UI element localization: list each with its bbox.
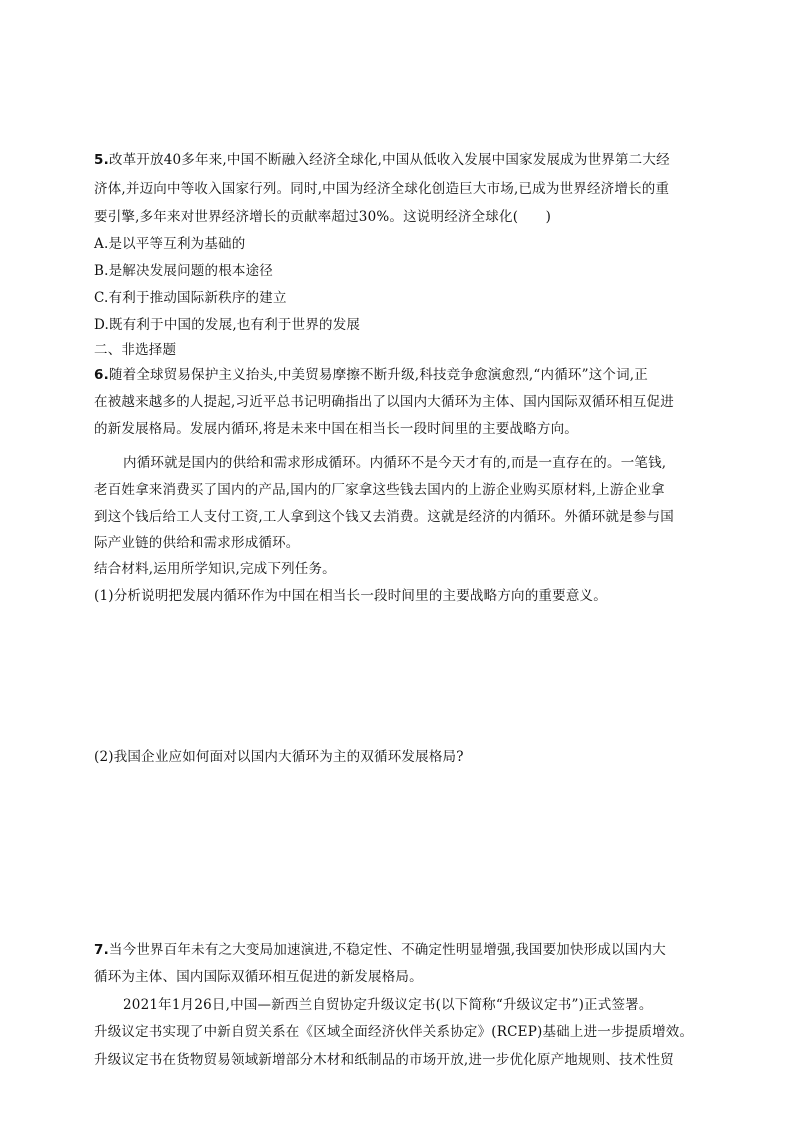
q6-number: 6. <box>94 367 109 383</box>
q5-option-b: B.是解决发展问题的根本途径 <box>94 263 274 279</box>
q5-number: 5. <box>94 152 109 168</box>
q5-option-a: A.是以平等互利为基础的 <box>94 236 246 252</box>
q7-para2-line-3: 升级议定书在货物贸易领域新增部分木材和纸制品的市场开放,进一步优化原产地规则、技术性贸 <box>94 1052 674 1068</box>
q5-line-3: 要引擎,多年来对世界经济增长的贡献率超过30%。这说明经济全球化( ) <box>94 209 552 225</box>
q5-option-c: C.有利于推动国际新秩序的建立 <box>94 290 287 306</box>
q6-task-1: (1)分析说明把发展内循环作为中国在相当长一段时间里的主要战略方向的重要意义。 <box>94 588 607 604</box>
q5-line-1: 5.改革开放40多年来,中国不断融入经济全球化,中国从低收入发展中国家发展成为世界第二大经 <box>94 152 670 168</box>
q6-task-2: (2)我国企业应如何面对以国内大循环为主的双循环发展格局? <box>94 749 464 765</box>
q6-line-3: 的新发展格局。发展内循环,将是未来中国在相当长一段时间里的主要战略方向。 <box>94 421 578 437</box>
section-title: 二、非选择题 <box>94 342 177 358</box>
q7-line-1: 7.当今世界百年未有之大变局加速演进,不稳定性、不确定性明显增强,我国要加快形成以国内大 <box>94 942 666 958</box>
q7-para2-line-1: 2021年1月26日,中国—新西兰自贸协定升级议定书(以下简称“升级议定书”)正式签署。 <box>123 997 653 1013</box>
q6-instruction: 结合材料,运用所学知识,完成下列任务。 <box>94 561 336 577</box>
q6-para2-line-3: 到这个钱后给工人支付工资,工人拿到这个钱又去消费。这就是经济的内循环。外循环就是参与国 <box>94 509 674 525</box>
q5-option-d: D.既有利于中国的发展,也有利于世界的发展 <box>94 317 361 333</box>
q6-para2-line-2: 老百姓拿来消费买了国内的产品,国内的厂家拿这些钱去国内的上游企业购买原材料,上游企业拿 <box>94 482 665 498</box>
q6-line-2: 在被越来越多的人提起,习近平总书记明确指出了以国内大循环为主体、国内国际双循环相互促进 <box>94 394 674 410</box>
q5-line-2: 济体,并迈向中等收入国家行列。同时,中国为经济全球化创造巨大市场,已成为世界经济增长的重 <box>94 181 670 197</box>
q7-number: 7. <box>94 942 109 958</box>
q6-line-1: 6.随着全球贸易保护主义抬头,中美贸易摩擦不断升级,科技竞争愈演愈烈,“内循环”这个词,正 <box>94 367 648 383</box>
q7-para2-line-2: 升级议定书实现了中新自贸关系在《区域全面经济伙伴关系协定》(RCEP)基础上进一步提质增效。 <box>94 1024 694 1040</box>
q6-para2-line-4: 际产业链的供给和需求形成循环。 <box>94 535 300 551</box>
q7-line-2: 循环为主体、国内国际双循环相互促进的新发展格局。 <box>94 969 423 985</box>
q6-para2-line-1: 内循环就是国内的供给和需求形成循环。内循环不是今天才有的,而是一直存在的。一笔钱, <box>123 455 667 471</box>
